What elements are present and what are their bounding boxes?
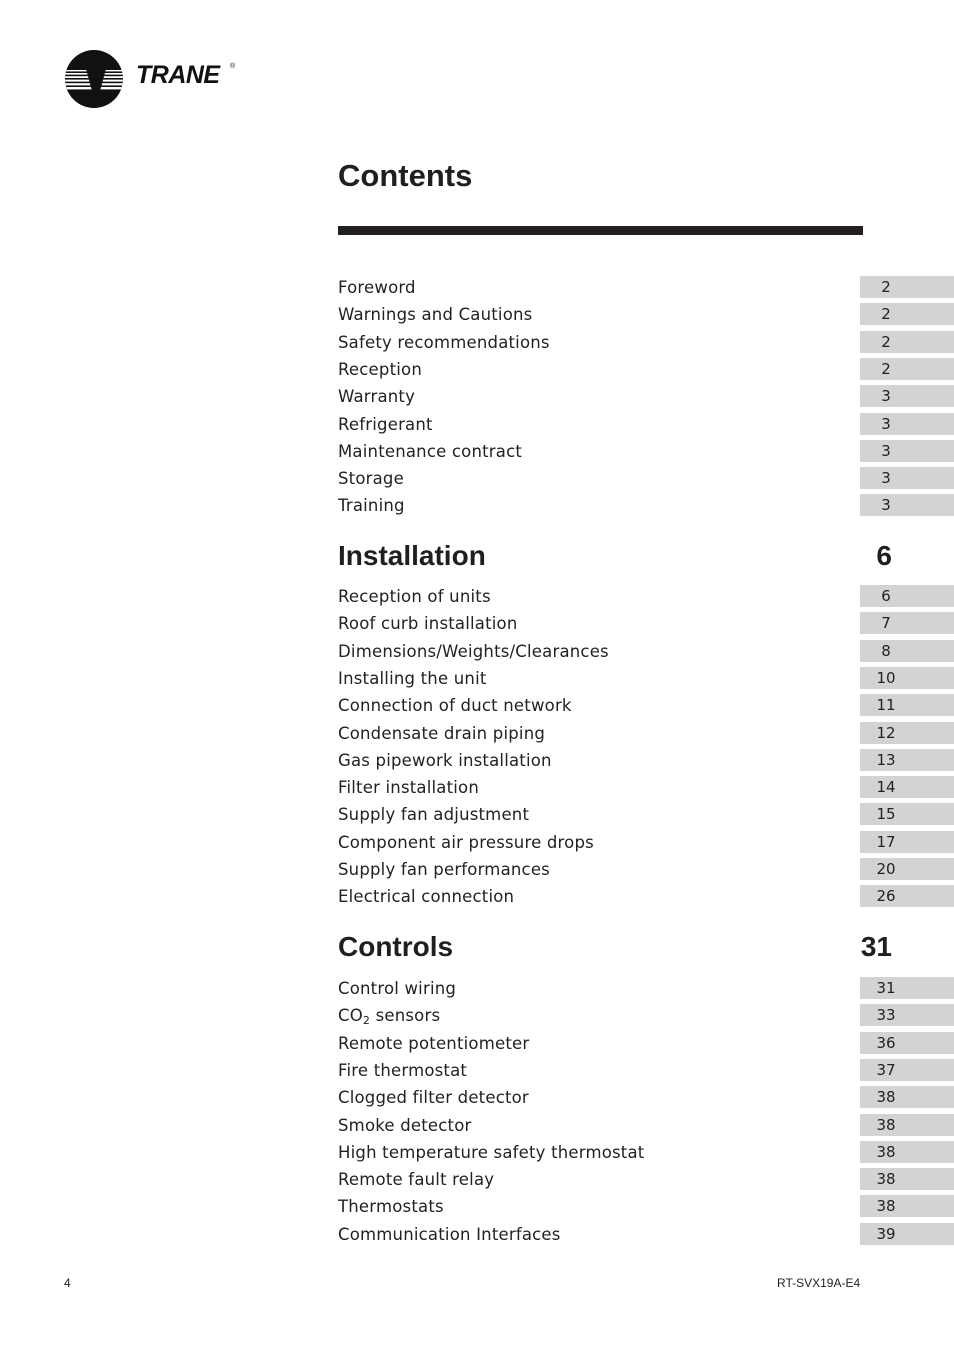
toc-entry-label: Smoke detector [338, 1115, 472, 1135]
toc-page-number: 3 [881, 496, 891, 515]
toc-page-number: 2 [881, 305, 891, 324]
toc-page-box [860, 385, 954, 407]
toc-entry-label-subscript: 2 [362, 1014, 371, 1028]
toc-entry-label: Thermostats [338, 1197, 444, 1217]
toc-entry[interactable] [338, 1032, 954, 1055]
toc-entry[interactable] [338, 1004, 954, 1027]
section-heading [338, 540, 894, 576]
toc-entry[interactable] [338, 440, 954, 463]
toc-entry-label: Clogged filter detector [338, 1088, 529, 1108]
toc-entry-label: Maintenance contract [338, 441, 523, 461]
toc-entry[interactable] [338, 358, 954, 381]
toc-page-number: 10 [876, 668, 896, 687]
toc-entry[interactable] [338, 303, 954, 326]
toc-entry-label: Fire thermostat [338, 1060, 468, 1080]
toc-entry[interactable] [338, 885, 954, 908]
toc-entry[interactable] [338, 694, 954, 717]
toc-page-box [860, 585, 954, 607]
toc-page-box [860, 722, 954, 744]
toc-page-number: 38 [876, 1088, 896, 1107]
section-heading [338, 931, 894, 967]
toc-entry[interactable] [338, 640, 954, 663]
toc-entry[interactable] [338, 831, 954, 854]
toc-page-number: 36 [876, 1033, 896, 1052]
toc-page-box [860, 1086, 954, 1108]
toc-page-box [860, 467, 954, 489]
toc-entry-label: Communication Interfaces [338, 1224, 561, 1244]
toc-entry[interactable] [338, 385, 954, 408]
toc-page-number: 33 [876, 1006, 896, 1025]
footer-page-number: 4 [64, 1276, 71, 1290]
toc-entry[interactable] [338, 858, 954, 881]
toc-page-number: 6 [881, 587, 891, 605]
toc-page-box [860, 612, 954, 634]
toc-entry-label: Supply fan performances [338, 860, 550, 879]
toc-entry[interactable] [338, 612, 954, 635]
toc-entry[interactable] [338, 1223, 954, 1246]
section-title: Controls [338, 931, 454, 962]
toc-page-box [860, 831, 954, 853]
toc-entry-label: Safety recommendations [338, 332, 550, 352]
toc-entry-label: Supply fan adjustment [338, 805, 530, 825]
toc-page-number: 2 [881, 359, 891, 378]
toc-entry-label: Condensate drain piping [338, 723, 546, 743]
toc-entry[interactable] [338, 331, 954, 354]
toc-entry-label: Electrical connection [338, 887, 515, 907]
trane-circle-icon [64, 49, 124, 109]
toc-page-box [860, 440, 954, 462]
toc-page-box [860, 1032, 954, 1054]
toc-entry[interactable] [338, 722, 954, 745]
toc-entry-label: Filter installation [338, 778, 480, 798]
toc-entry-label: Reception [338, 359, 422, 379]
toc-page-number: 3 [881, 387, 891, 406]
toc-entry-label: Component air pressure drops [338, 832, 594, 852]
toc-entry[interactable] [338, 585, 954, 608]
page-title: Contents [338, 158, 473, 193]
toc-entry[interactable] [338, 1114, 954, 1137]
toc-page-number: 39 [876, 1224, 896, 1243]
toc-page-box [860, 1141, 954, 1163]
toc-entry[interactable] [338, 749, 954, 772]
toc-page-box [860, 276, 954, 298]
toc-page-box [860, 977, 954, 999]
toc-page-box [860, 303, 954, 325]
toc-page-number: 38 [876, 1197, 896, 1216]
toc-page-number: 20 [876, 860, 896, 878]
toc-page-box [860, 858, 954, 880]
title-rule [338, 226, 863, 235]
toc-entry-label [338, 1004, 440, 1032]
brand-name: TRANE [136, 61, 220, 89]
toc-entry-label-main: CO [338, 1006, 363, 1026]
toc-page-box [860, 1168, 954, 1190]
toc-entry-label: High temperature safety thermostat [338, 1142, 645, 1162]
toc-entry[interactable] [338, 467, 954, 490]
toc-page-box [860, 1195, 954, 1217]
toc-page-number: 17 [876, 832, 896, 851]
toc-page-number: 14 [876, 778, 896, 797]
toc-page-number: 3 [881, 414, 891, 433]
toc-entry[interactable] [338, 776, 954, 799]
trane-logo [64, 49, 264, 109]
toc-entry-label-rest: sensors [370, 1006, 441, 1026]
toc-entry-label: Roof curb installation [338, 614, 518, 634]
toc-page-box [860, 494, 954, 516]
toc-page-number: 2 [881, 278, 891, 296]
toc-entry-label: Warnings and Cautions [338, 305, 533, 325]
toc-entry[interactable] [338, 276, 954, 299]
toc-page-box [860, 885, 954, 907]
toc-page-box [860, 694, 954, 716]
toc-page-box [860, 358, 954, 380]
toc-entry[interactable] [338, 1141, 954, 1164]
footer-doc-code: RT-SVX19A-E4 [777, 1276, 861, 1290]
toc-page-number: 8 [881, 641, 891, 660]
toc-page-number: 11 [876, 696, 896, 715]
toc-page-box [860, 667, 954, 689]
toc-entry[interactable] [338, 803, 954, 826]
toc-page-box [860, 749, 954, 771]
toc-page-box [860, 331, 954, 353]
toc-page-box [860, 1004, 954, 1026]
toc-page-number: 3 [881, 441, 891, 460]
section-page: 6 [876, 540, 892, 571]
toc-entry-label: Connection of duct network [338, 696, 572, 716]
toc-entry-label: Dimensions/Weights/Clearances [338, 641, 609, 661]
toc-entry-label: Refrigerant [338, 414, 433, 434]
toc-page-number: 38 [876, 1170, 896, 1189]
toc-page-number: 31 [876, 979, 896, 997]
toc-page-number: 37 [876, 1060, 896, 1079]
toc-page-number: 2 [881, 332, 891, 351]
toc-entry[interactable] [338, 413, 954, 436]
toc-page-number: 26 [876, 887, 896, 906]
toc-entry[interactable] [338, 667, 954, 690]
toc-entry-label: Reception of units [338, 587, 491, 606]
toc-entry-label: Installing the unit [338, 668, 487, 688]
toc-entry-label: Gas pipework installation [338, 750, 552, 770]
toc-entry-label: Control wiring [338, 979, 457, 998]
toc-page-number: 15 [876, 805, 896, 824]
toc-page-box [860, 1059, 954, 1081]
section-page: 31 [860, 931, 892, 962]
toc-page-number: 3 [881, 469, 891, 488]
toc-page-box [860, 413, 954, 435]
toc-entry-label: Remote potentiometer [338, 1033, 530, 1053]
toc-page-number: 7 [881, 614, 891, 633]
toc-page-box [860, 1223, 954, 1245]
toc-page-box [860, 1114, 954, 1136]
toc-page-number: 38 [876, 1115, 896, 1134]
toc-entry[interactable] [338, 1086, 954, 1109]
toc-page-number: 13 [876, 750, 896, 769]
toc-page-number: 38 [876, 1142, 896, 1161]
toc-page-number: 12 [876, 723, 896, 742]
toc-page-box [860, 803, 954, 825]
toc-entry-label: Foreword [338, 278, 416, 297]
toc-page-box [860, 640, 954, 662]
registered-mark: ® [230, 63, 236, 70]
toc-entry-label: Storage [338, 469, 404, 489]
toc-entry-label: Training [338, 496, 405, 516]
toc-entry[interactable] [338, 1168, 954, 1191]
toc-entry[interactable] [338, 977, 954, 1000]
toc-entry[interactable] [338, 1059, 954, 1082]
toc-entry[interactable] [338, 494, 954, 517]
toc-entry-label: Warranty [338, 387, 416, 407]
toc-entry[interactable] [338, 1195, 954, 1218]
section-title: Installation [338, 540, 486, 571]
toc-page-box [860, 776, 954, 798]
toc-entry-label: Remote fault relay [338, 1170, 495, 1190]
